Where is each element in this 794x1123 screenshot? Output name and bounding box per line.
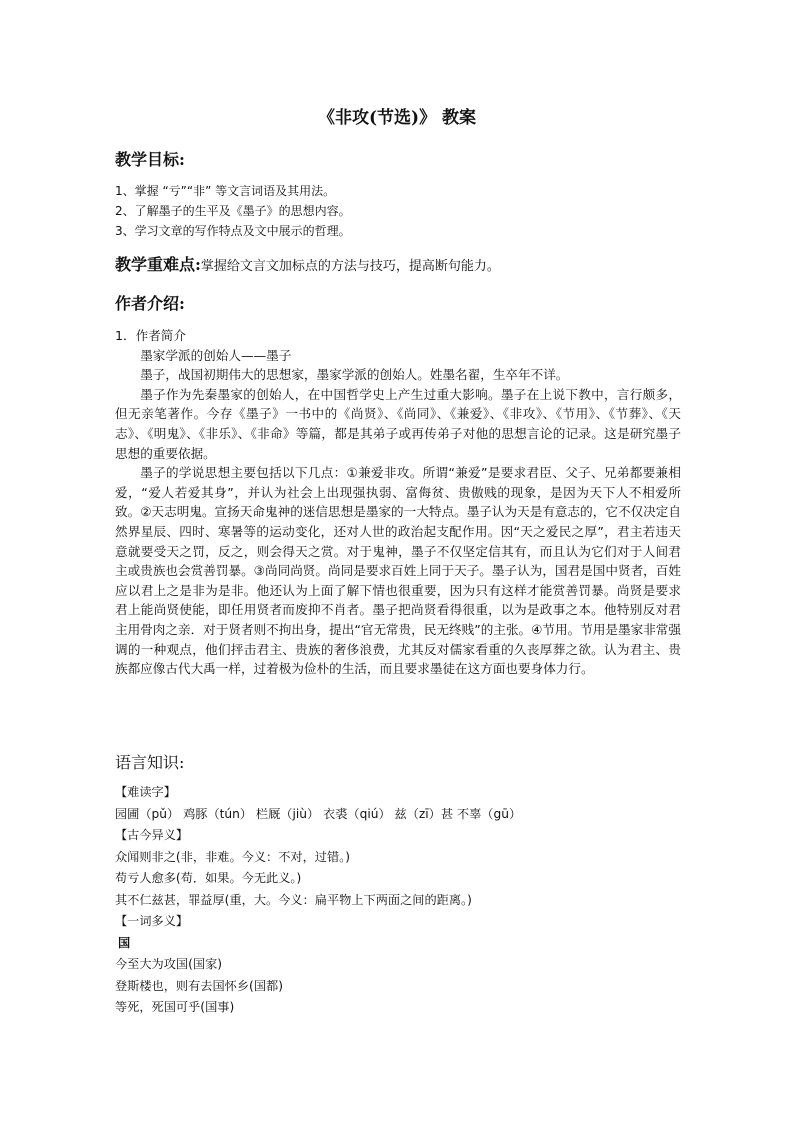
author-paragraph: 墨子，战国初期伟大的思想家，墨家学派的创始人。姓墨名翟，生卒年不详。 [140,367,569,383]
key-points-text: 掌握给文言文加标点的方法与技巧，提高断句能力。 [200,259,500,274]
language-heading: 语言知识: [115,753,185,772]
language-section [115,782,681,1019]
objective-item: 2、了解墨子的生平及《墨子》的思想内容。 [115,204,351,218]
objective-item: 3、学习文章的写作特点及文中展示的哲理。 [115,224,351,238]
author-lead-line: 墨家学派的创始人——墨子 [140,347,292,363]
author-sub-heading: 1．作者简介 [115,328,186,343]
difficult-chars-line: 园圃（pǔ） 鸡豚（tún） 栏厩（jiù） 衣裘（qiú） 兹（zī）甚 不辜（gū） [115,806,522,821]
difficult-chars-label: 【难读字】 [115,785,176,799]
ancient-modern-item: 众闻则非之(非，非难。今义：不对，过错。) [115,849,350,864]
polysemy-item: 今至大为攻国(国家) [115,957,223,971]
objective-item: 1、掌握 “亏”“非” 等文言词语及其用法。 [115,184,336,198]
author-heading: 作者介绍: [115,294,185,313]
polysemy-item: 等死，死国可乎(国事) [115,1000,235,1014]
key-points-heading [115,254,500,278]
ancient-modern-item: 苟亏人愈多(苟．如果。今无此义。) [115,871,302,885]
ancient-modern-item: 其不仁兹甚，罪益厚(重，大。今义：扁平物上下两面之间的距离。) [115,892,472,907]
polysemy-word: 国 [118,935,131,950]
key-points-label: 教学重难点: [115,255,201,274]
author-paragraph: 墨子作为先秦墨家的创始人，在中国哲学史上产生过重大影响。墨子在上说下教中，言行颇多，但无亲笔著作。今存《墨子》一书中的《尚贤》、《尚同》、《兼爱》、《非攻》、《节用》、《节葬》、《天志》、《明鬼》、《非乐》、《非命》等篇，都是其弟子或再传弟子对他的思想言论的记录。这是研究墨子思想的重要依据。 [115,386,681,461]
author-paragraph: 墨子的学说思想主要包括以下几点：①兼爱非攻。所谓“兼爱”是要求君臣、父子、兄弟都要兼相爱，“爱人若爱其身”，并认为社会上出现强执弱、富侮贫、贵傲贱的现象，是因为天下人不相爱所致。②天志明鬼。宣扬天命鬼神的迷信思想是墨家的一大特点。墨子认为天是有意志的，它不仅决定自然界星辰、四时、寒暑等的运动变化，还对人世的政治起支配作用。因“天之爱民之厚”，君主若违天意就要受天之罚，反之，则会得天之赏。对于鬼神，墨子不仅坚定信其有，而且认为它们对于人间君主或贵族也会赏善罚暴。③尚同尚贤。尚同是要求百姓上同于天子。墨子认为，国君是国中贤者，百姓应以君上之是非为是非。他还认为上面了解下情也很重要，因为只有这样才能赏善罚暴。尚贤是要求君上能尚贤使能，即任用贤者而废抑不肖者。墨子把尚贤看得很重，以为是政事之本。他特别反对君主用骨肉之亲．对于贤者则不拘出身，提出“官无常贵，民无终贱”的主张。④节用。节用是墨家非常强调的一种观点，他们抨击君主、贵族的奢侈浪费，尤其反对儒家看重的久丧厚葬之欲。认为君主、贵族都应像古代大禹一样，过着极为俭朴的生活，而且要求墨徒在这方面也要身体力行。 [115,465,681,677]
objectives-list [115,181,351,241]
polysemy-item: 登斯楼也，则有去国怀乡(国都) [115,978,283,993]
polysemy-label: 【一词多义】 [115,914,189,928]
ancient-modern-label: 【古今异义】 [115,828,189,842]
document-title: 《非攻(节选)》 教案 [317,108,476,128]
author-section [115,326,681,679]
objectives-heading: 教学目标: [115,150,185,169]
